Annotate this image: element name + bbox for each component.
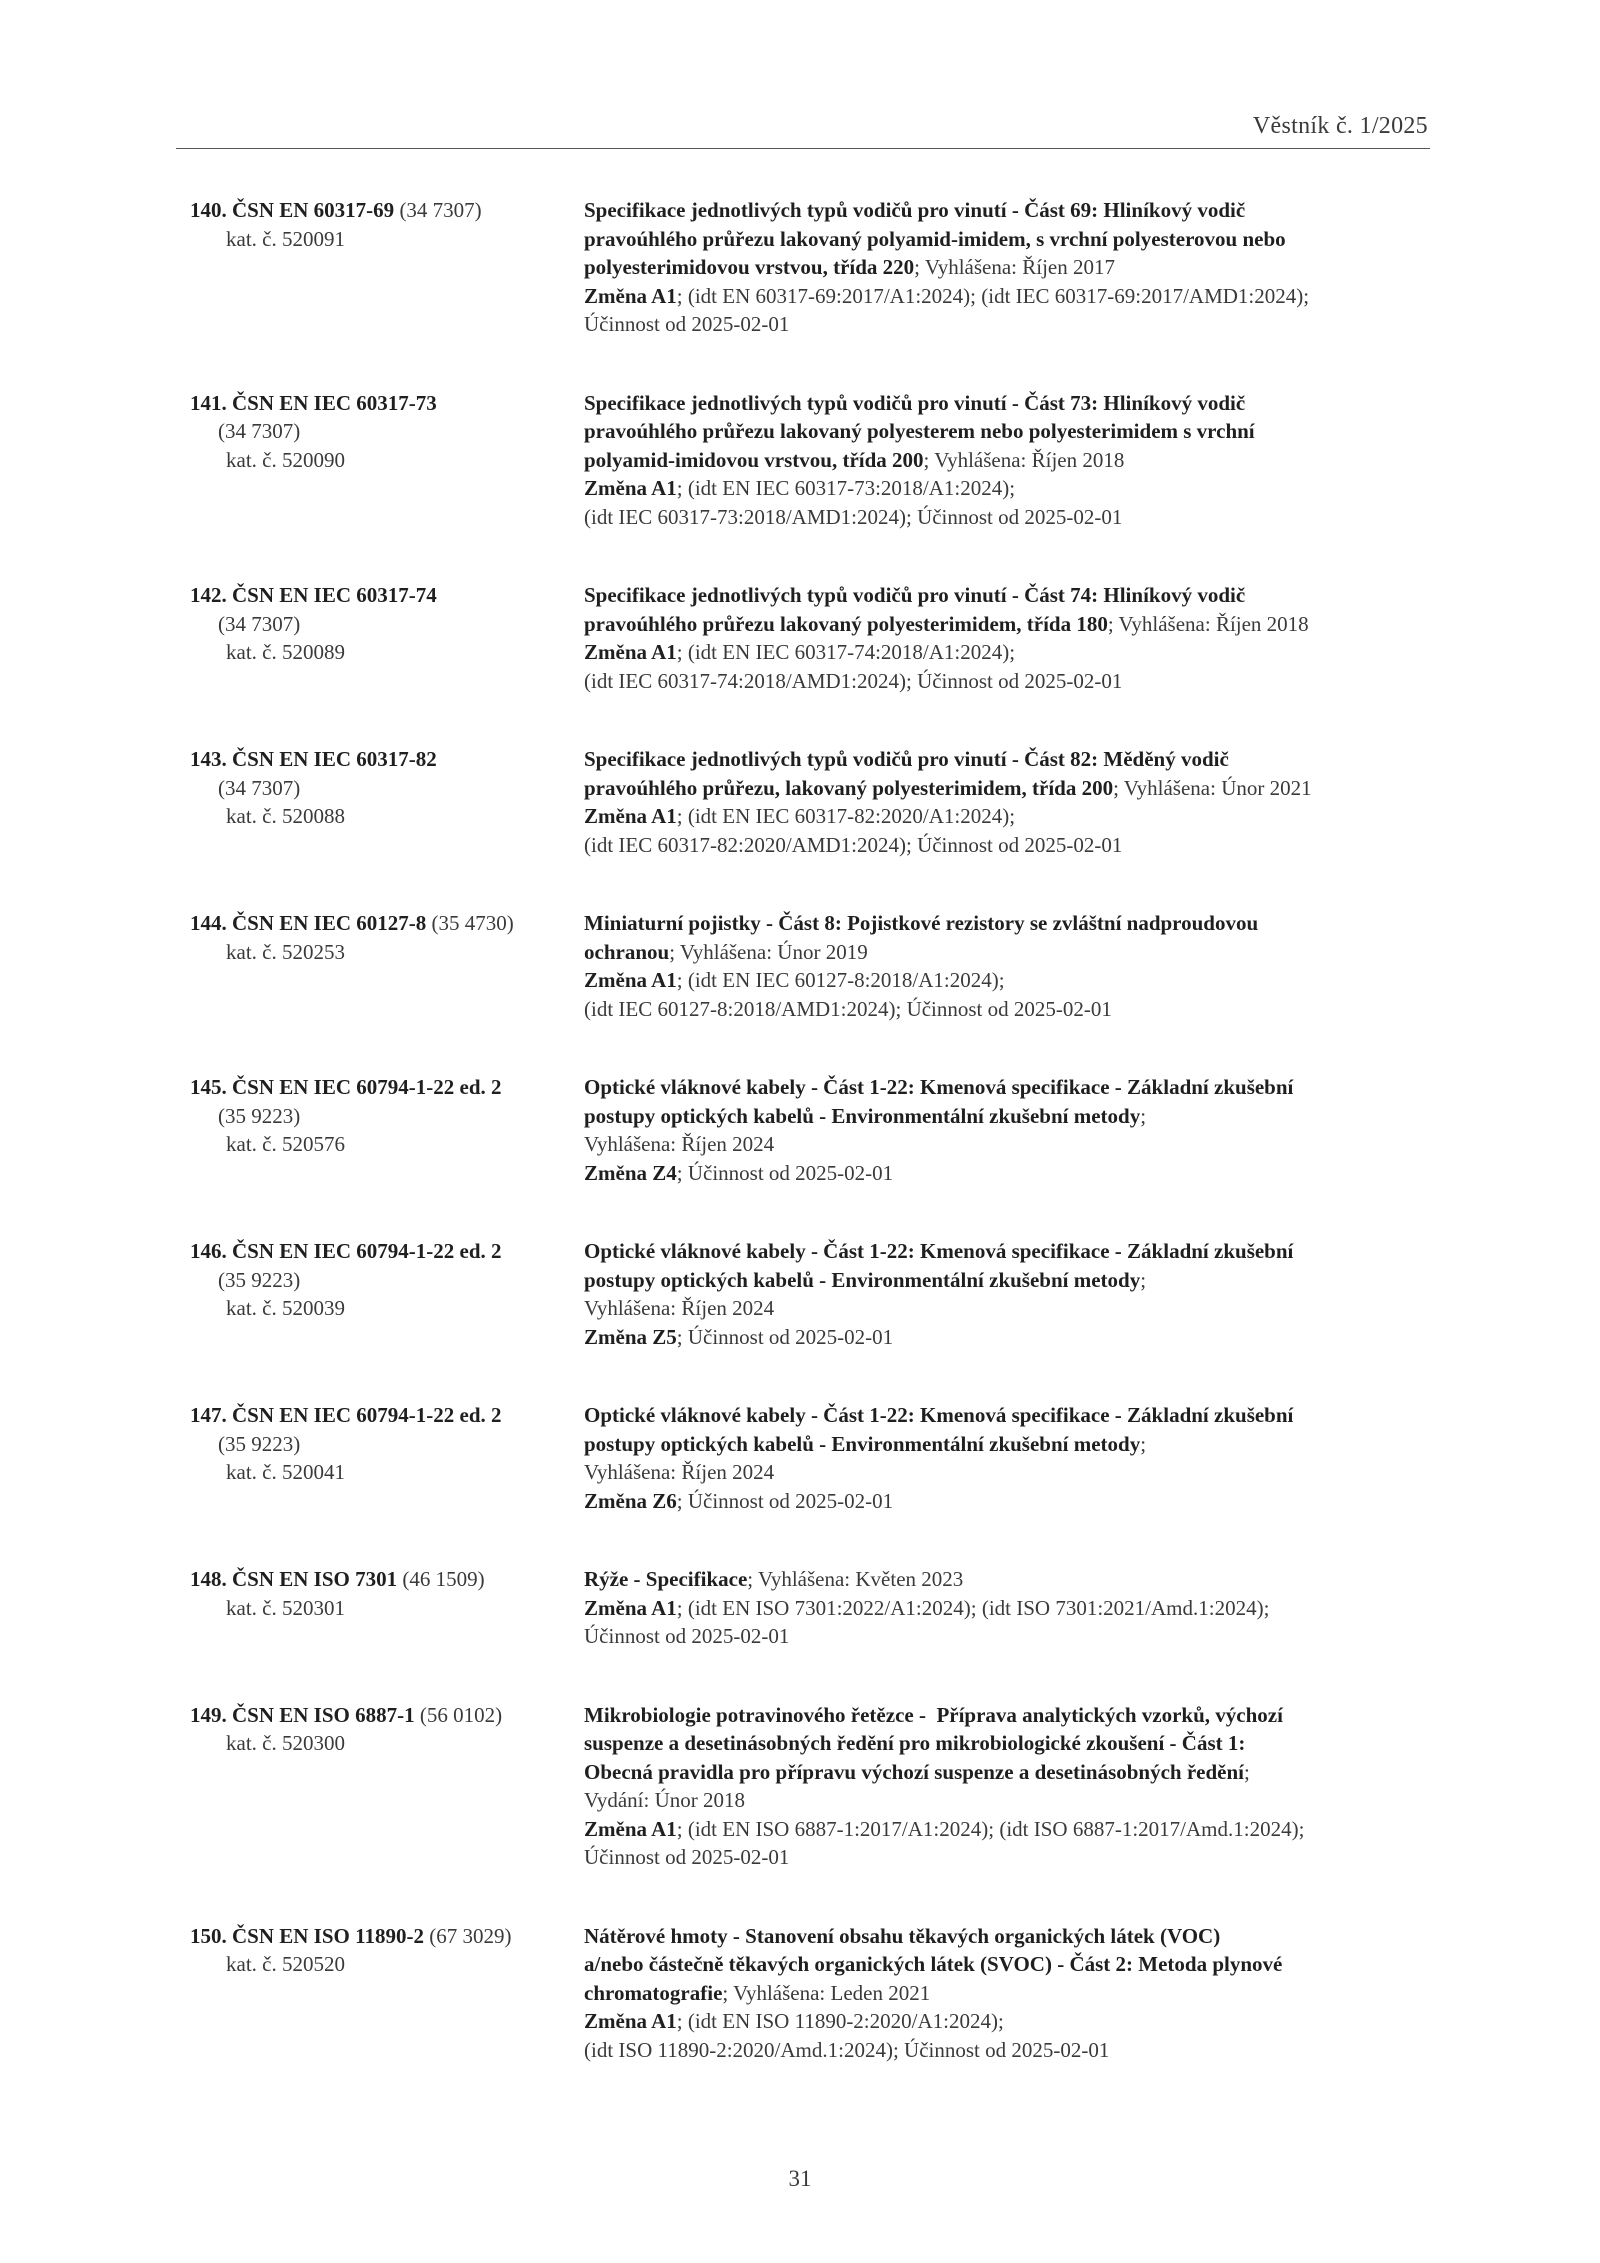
entry-description [584,745,1434,859]
entry-amendment-refs: ; (idt EN ISO 7301:2022/A1:2024); (idt ISO 7301:2021/Amd.1:2024); [676,1595,1270,1620]
entry-designation: ČSN EN ISO 6887-1 [232,1702,415,1727]
entry-description [584,1237,1434,1351]
entry-designation: ČSN EN ISO 7301 [232,1567,398,1591]
entry-identifier [190,1565,584,1651]
entry-class: (34 7307) [399,198,482,222]
entry-title-line: Miniaturní pojistky - Část 8: Pojistkové rezistory se zvláštní nadproudovou [584,911,1259,935]
entry-number: 148. [190,1567,227,1591]
entry-title-line: Nátěrové hmoty - Stanovení obsahu těkavých organických látek (VOC) [584,1923,1221,1948]
entry-title-line: polyamid-imidovou vrstvou, třída 200 [584,447,924,472]
entry-effective: (idt IEC 60127-8:2018/AMD1:2024); Účinnost od 2025-02-01 [584,996,1112,1021]
entry-effective: ; Účinnost od 2025-02-01 [676,1324,894,1349]
entry-kat: kat. č. 520091 [226,226,345,251]
entry-title-line: Optické vláknové kabely - Část 1-22: Kmenová specifikace - Základní zkušební [584,1403,1294,1427]
entry-effective: ; Účinnost od 2025-02-01 [676,1488,894,1513]
entry-designation: ČSN EN IEC 60127-8 [232,911,427,935]
entry-identifier [190,1922,584,2065]
entry-title-line: Optické vláknové kabely - Část 1-22: Kmenová specifikace - Základní zkušební [584,1239,1294,1263]
entry-number: 141. [190,390,227,415]
entry-amendment: Změna Z4 [584,1160,677,1185]
entry-number: 140. [190,198,227,222]
entry-title-line: Obecná pravidla pro přípravu výchozí suspenze a desetinásobných ředění [584,1759,1245,1784]
entry-amendment-refs: ; (idt EN 60317-69:2017/A1:2024); (idt IEC 60317-69:2017/AMD1:2024); [676,283,1310,308]
entry-effective: ; Účinnost od 2025-02-01 [676,1160,894,1185]
entry-announced: ; Vyhlášena: Květen 2023 [747,1567,964,1591]
entry-number: 147. [190,1403,227,1427]
entry-description [584,909,1434,1023]
standard-entry-143 [190,745,1440,859]
entry-effective: Účinnost od 2025-02-01 [584,1845,790,1869]
entry-amendment-refs: ; (idt EN ISO 11890-2:2020/A1:2024); [676,2009,1004,2033]
entry-separator: ; [1140,1431,1147,1456]
entry-description [584,1073,1434,1187]
entry-class: (34 7307) [218,419,301,443]
entry-effective: (idt IEC 60317-73:2018/AMD1:2024); Účinnost od 2025-02-01 [584,504,1123,529]
entry-class: (35 9223) [218,1267,301,1292]
entry-title-line: polyesterimidovou vrstvou, třída 220 [584,255,915,279]
entry-identifier [190,389,584,532]
entry-amendment-refs: ; (idt EN IEC 60317-74:2018/A1:2024); [676,640,1016,664]
entry-kat: kat. č. 520041 [226,1460,345,1484]
header-title: Věstník č. 1/2025 [1252,113,1428,139]
entry-amendment: Změna Z5 [584,1324,677,1349]
entry-designation: ČSN EN IEC 60317-82 [232,747,437,771]
entry-amendment: Změna A1 [584,1595,677,1620]
entry-announced: Vyhlášena: Říjen 2024 [584,1296,775,1320]
entry-identifier [190,1073,584,1187]
entry-amendment: Změna Z6 [584,1488,677,1513]
entry-description [584,1401,1434,1515]
entry-description [584,196,1434,339]
entry-title-line: pravoúhlého průřezu lakovaný polyamid-imidem, s vrchní polyesterovou nebo [584,226,1286,251]
entry-title-line: pravoúhlého průřezu, lakovaný polyesterimidem, třída 200 [584,775,1114,800]
entry-announced: ; Vyhlášena: Leden 2021 [722,1980,931,2005]
entry-identifier [190,196,584,339]
entry-identifier [190,1401,584,1515]
entry-effective: (idt IEC 60317-82:2020/AMD1:2024); Účinnost od 2025-02-01 [584,832,1123,857]
standard-entry-147 [190,1401,1440,1515]
entry-amendment: Změna A1 [584,476,677,500]
entry-kat: kat. č. 520520 [226,1952,345,1976]
standard-entry-148 [190,1565,1440,1651]
entry-identifier [190,745,584,859]
entry-designation: ČSN EN IEC 60794-1-22 ed. 2 [232,1239,502,1263]
entry-identifier [190,1237,584,1351]
entry-title-line: pravoúhlého průřezu lakovaný polyesterem nebo polyesterimidem s vrchní [584,419,1255,443]
entry-designation: ČSN EN IEC 60794-1-22 ed. 2 [232,1075,502,1099]
entry-effective: Účinnost od 2025-02-01 [584,1624,790,1648]
entry-announced: ; Vyhlášena: Říjen 2018 [1107,611,1309,636]
standard-entry-142 [190,581,1440,695]
entry-designation: ČSN EN IEC 60794-1-22 ed. 2 [232,1403,502,1427]
entry-description [584,1565,1434,1651]
entry-kat: kat. č. 520090 [226,447,345,472]
entry-title-line: suspenze a desetinásobných ředění pro mikrobiologické zkoušení - Část 1: [584,1731,1246,1755]
entry-amendment: Změna A1 [584,640,677,664]
entry-announced: ; Vyhlášena: Říjen 2017 [914,255,1115,279]
entry-class: (34 7307) [218,775,301,800]
entry-announced: ; Vyhlášena: Únor 2019 [669,939,868,964]
entry-amendment: Změna A1 [584,283,677,308]
entry-title-line: Specifikace jednotlivých typů vodičů pro vinutí - Část 73: Hliníkový vodič [584,390,1246,415]
standard-entry-140 [190,196,1440,339]
entry-number: 145. [190,1075,227,1099]
entry-designation: ČSN EN ISO 11890-2 [232,1923,424,1948]
entry-class: (35 9223) [218,1103,301,1128]
entry-amendment-refs: ; (idt EN IEC 60127-8:2018/A1:2024); [676,968,1005,992]
entry-title-line: postupy optických kabelů - Environmentální zkušební metody [584,1267,1141,1292]
entry-number: 149. [190,1702,227,1727]
standard-entry-144 [190,909,1440,1023]
entry-title-line: ochranou [584,939,670,964]
entry-class: (56 0102) [419,1702,503,1727]
page-number: 31 [788,2166,812,2191]
entry-description [584,1701,1434,1872]
entry-identifier [190,909,584,1023]
entry-amendment: Změna A1 [584,1816,677,1841]
entry-number: 150. [190,1923,227,1948]
entry-identifier [190,581,584,695]
entry-amendment-refs: ; (idt EN IEC 60317-82:2020/A1:2024); [676,804,1016,828]
entry-amendment-refs: ; (idt EN ISO 6887-1:2017/A1:2024); (idt ISO 6887-1:2017/Amd.1:2024); [676,1816,1305,1841]
entry-number: 142. [190,583,227,607]
entry-title-line: Rýže - Specifikace [584,1567,748,1591]
standard-entry-145 [190,1073,1440,1187]
entry-kat: kat. č. 520039 [226,1296,345,1320]
entry-designation: ČSN EN 60317-69 [232,198,395,222]
entry-announced: Vyhlášena: Říjen 2024 [584,1132,775,1156]
entry-effective: (idt ISO 11890-2:2020/Amd.1:2024); Účinnost od 2025-02-01 [584,2037,1110,2062]
entry-number: 143. [190,747,227,771]
entry-title-line: a/nebo částečně těkavých organických látek (SVOC) - Část 2: Metoda plynové [584,1952,1283,1976]
entry-title-line: postupy optických kabelů - Environmentální zkušební metody [584,1431,1141,1456]
entry-effective: Účinnost od 2025-02-01 [584,312,790,336]
entry-kat: kat. č. 520576 [226,1132,345,1156]
entry-kat: kat. č. 520301 [226,1595,345,1620]
entry-kat: kat. č. 520253 [226,939,345,964]
entry-separator: ; [1140,1267,1147,1292]
entry-class: (46 1509) [402,1567,485,1591]
page-header [176,112,1430,149]
entry-class: (35 9223) [218,1431,301,1456]
entry-title-line: Specifikace jednotlivých typů vodičů pro vinutí - Část 69: Hliníkový vodič [584,198,1246,222]
entry-designation: ČSN EN IEC 60317-73 [232,390,437,415]
entry-amendment: Změna A1 [584,968,677,992]
entry-description [584,1922,1434,2065]
entry-number: 146. [190,1239,227,1263]
entry-class: (35 4730) [431,911,514,935]
standard-entry-149 [190,1701,1440,1872]
entry-class: (67 3029) [429,1923,512,1948]
entry-announced: Vydání: Únor 2018 [584,1788,745,1812]
entry-title-line: Specifikace jednotlivých typů vodičů pro vinutí - Část 74: Hliníkový vodič [584,583,1246,607]
entry-description [584,581,1434,695]
standard-entry-150 [190,1922,1440,2065]
entry-announced: ; Vyhlášena: Únor 2021 [1113,775,1312,800]
entry-announced: ; Vyhlášena: Říjen 2018 [923,447,1125,472]
entry-identifier [190,1701,584,1872]
standard-entry-146 [190,1237,1440,1351]
entry-title-line: Optické vláknové kabely - Část 1-22: Kmenová specifikace - Základní zkušební [584,1075,1294,1099]
entry-kat: kat. č. 520089 [226,640,345,664]
entry-announced: Vyhlášena: Říjen 2024 [584,1460,775,1484]
entry-number: 144. [190,911,227,935]
standards-list [190,196,1440,2114]
entry-separator: ; [1140,1103,1147,1128]
entry-title-line: pravoúhlého průřezu lakovaný polyesterimidem, třída 180 [584,611,1108,636]
entry-effective: (idt IEC 60317-74:2018/AMD1:2024); Účinnost od 2025-02-01 [584,668,1123,693]
entry-title-line: Specifikace jednotlivých typů vodičů pro vinutí - Část 82: Měděný vodič [584,747,1229,771]
entry-amendment: Změna A1 [584,2009,677,2033]
standard-entry-141 [190,389,1440,532]
entry-separator: ; [1244,1759,1250,1784]
entry-description [584,389,1434,532]
entry-amendment: Změna A1 [584,804,677,828]
entry-designation: ČSN EN IEC 60317-74 [232,583,437,607]
entry-amendment-refs: ; (idt EN IEC 60317-73:2018/A1:2024); [676,476,1016,500]
entry-class: (34 7307) [218,611,301,636]
entry-kat: kat. č. 520300 [226,1731,345,1755]
entry-title-line: postupy optických kabelů - Environmentální zkušební metody [584,1103,1141,1128]
entry-kat: kat. č. 520088 [226,804,345,828]
entry-title-line: Mikrobiologie potravinového řetězce - Příprava analytických vzorků, výchozí [584,1702,1283,1727]
entry-title-line: chromatografie [584,1980,723,2005]
